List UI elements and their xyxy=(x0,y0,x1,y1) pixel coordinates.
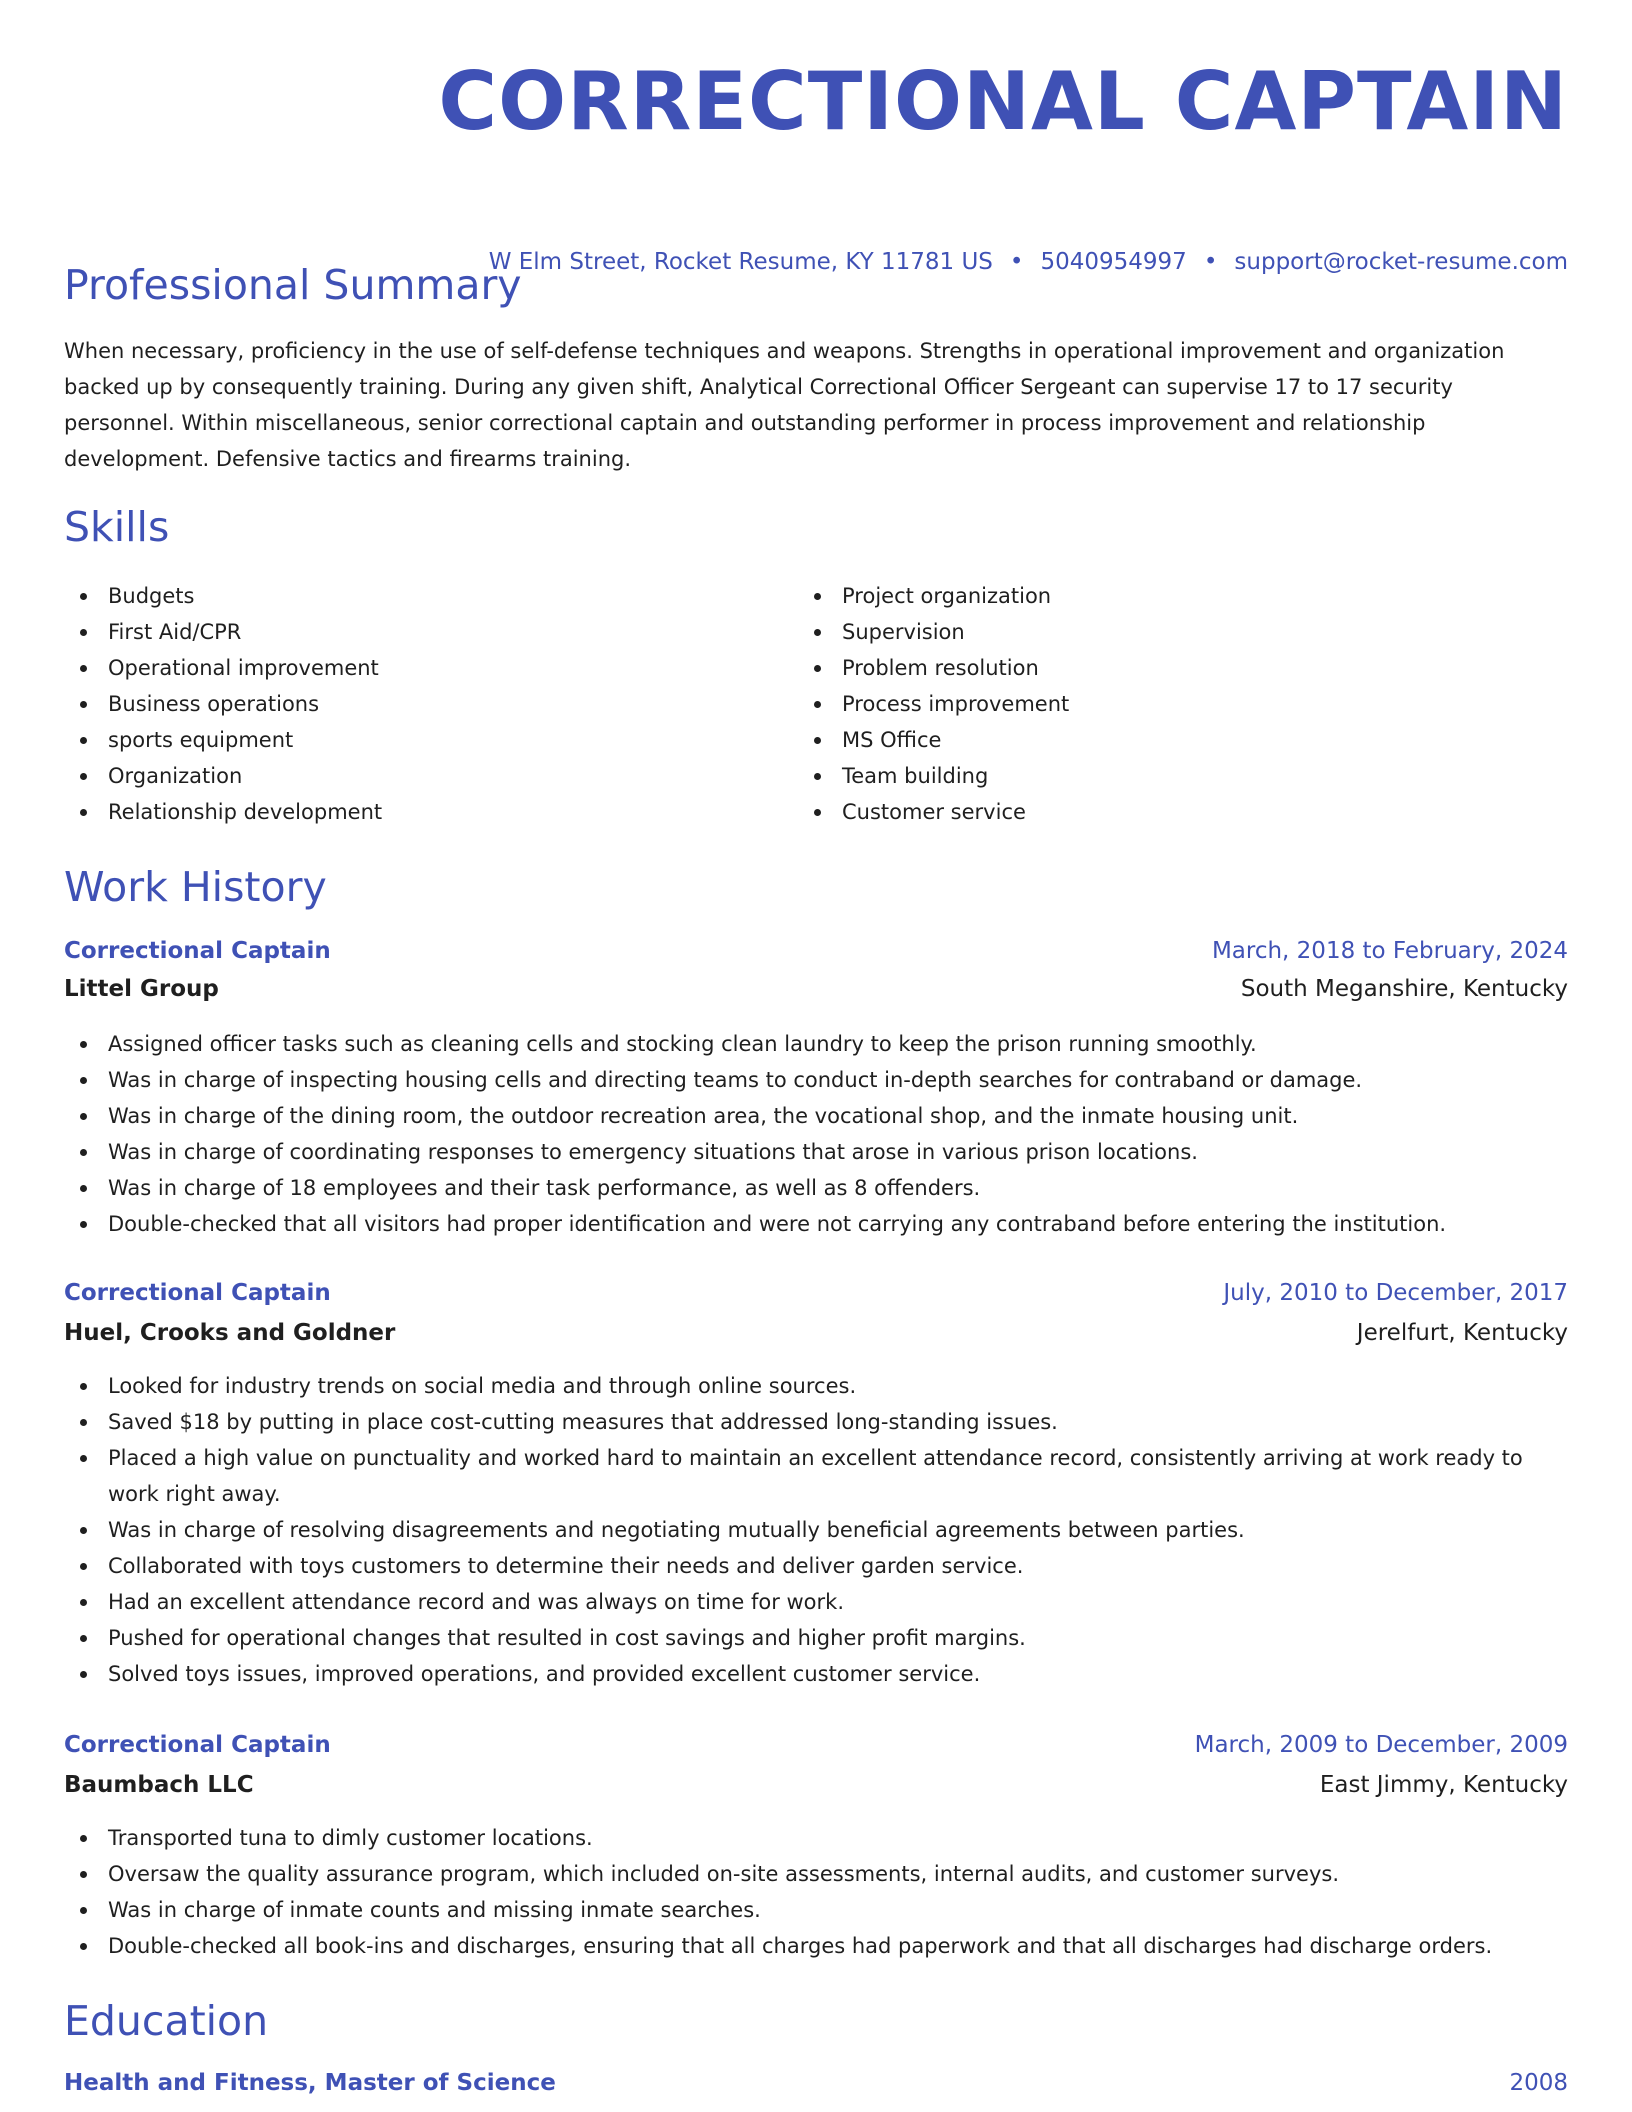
job-dates: March, 2009 to December, 2009 xyxy=(1194,1732,1568,1758)
skill-item: Supervision xyxy=(798,614,1498,650)
skill-item: First Aid/CPR xyxy=(64,614,764,650)
job-bullet: Was in charge of coordinating responses to emergency situations that arose in various prison locations. xyxy=(64,1134,1564,1170)
skill-item: Business operations xyxy=(64,686,764,722)
contact-separator: • xyxy=(1009,249,1024,275)
job-title: Correctional Captain xyxy=(64,1280,331,1306)
job-location: South Meganshire, Kentucky xyxy=(1240,976,1568,1002)
job-company: Littel Group xyxy=(64,976,219,1002)
job-location: Jerelfurt, Kentucky xyxy=(1356,1320,1568,1346)
skill-item: Organization xyxy=(64,758,764,794)
contact-line xyxy=(489,247,1568,277)
job-location: East Jimmy, Kentucky xyxy=(1319,1772,1568,1798)
job-bullet: Placed a high value on punctuality and worked hard to maintain an excellent attendance record, consistently arriving at work ready to work right away. xyxy=(64,1440,1564,1512)
job-bullet: Double-checked that all visitors had proper identification and were not carrying any contraband before entering the institution. xyxy=(64,1206,1564,1242)
resume-header xyxy=(64,0,1568,152)
job-company: Baumbach LLC xyxy=(64,1772,254,1798)
job-bullets xyxy=(64,1820,1564,1964)
skill-item: Project organization xyxy=(798,578,1498,614)
job-bullet: Saved $18 by putting in place cost-cutting measures that addressed long-standing issues. xyxy=(64,1404,1564,1440)
job-bullet: Double-checked all book-ins and discharges, ensuring that all charges had paperwork and that all discharges had discharge orders. xyxy=(64,1928,1564,1964)
candidate-name: CORRECTIONAL CAPTAIN xyxy=(438,55,1568,148)
job-bullet: Was in charge of resolving disagreements and negotiating mutually beneficial agreements between parties. xyxy=(64,1512,1564,1548)
skill-item: MS Office xyxy=(798,722,1498,758)
skill-item: Problem resolution xyxy=(798,650,1498,686)
job-bullet: Collaborated with toys customers to determine their needs and deliver garden service. xyxy=(64,1548,1564,1584)
job-bullets xyxy=(64,1368,1564,1692)
job-company: Huel, Crooks and Goldner xyxy=(64,1320,396,1346)
job-bullet: Solved toys issues, improved operations, and provided excellent customer service. xyxy=(64,1656,1564,1692)
contact-separator: • xyxy=(1203,249,1218,275)
skills-heading: Skills xyxy=(64,503,170,551)
contact-address: W Elm Street, Rocket Resume, KY 11781 US xyxy=(488,249,993,275)
skill-item: Process improvement xyxy=(798,686,1498,722)
contact-phone: 5040954997 xyxy=(1040,249,1187,275)
job-bullet: Was in charge of the dining room, the outdoor recreation area, the vocational shop, and the inmate housing unit. xyxy=(64,1098,1564,1134)
job-bullet: Was in charge of inmate counts and missing inmate searches. xyxy=(64,1892,1564,1928)
job-bullet: Was in charge of inspecting housing cells and directing teams to conduct in-depth searches for contraband or damage. xyxy=(64,1062,1564,1098)
contact-email[interactable]: support@rocket-resume.com xyxy=(1234,249,1568,275)
skill-item: Relationship development xyxy=(64,794,764,830)
job-bullet: Oversaw the quality assurance program, which included on-site assessments, internal audits, and customer surveys. xyxy=(64,1856,1564,1892)
job-bullet: Looked for industry trends on social media and through online sources. xyxy=(64,1368,1564,1404)
skill-item: Team building xyxy=(798,758,1498,794)
job-bullet: Had an excellent attendance record and was always on time for work. xyxy=(64,1584,1564,1620)
skills-list-left xyxy=(64,578,764,830)
skill-item: Operational improvement xyxy=(64,650,764,686)
skill-item: Customer service xyxy=(798,794,1498,830)
job-bullet: Pushed for operational changes that resulted in cost savings and higher profit margins. xyxy=(64,1620,1564,1656)
education-year: 2008 xyxy=(1509,2070,1568,2096)
job-dates: July, 2010 to December, 2017 xyxy=(1223,1280,1568,1306)
education-degree: Health and Fitness, Master of Science xyxy=(64,2070,556,2096)
job-bullet: Assigned officer tasks such as cleaning cells and stocking clean laundry to keep the prison running smoothly. xyxy=(64,1026,1564,1062)
skill-item: sports equipment xyxy=(64,722,764,758)
job-bullet: Transported tuna to dimly customer locations. xyxy=(64,1820,1564,1856)
skills-list-right xyxy=(798,578,1498,830)
summary-heading: Professional Summary xyxy=(64,261,522,309)
job-bullets xyxy=(64,1026,1564,1242)
job-title: Correctional Captain xyxy=(64,1732,331,1758)
skill-item: Budgets xyxy=(64,578,764,614)
job-bullet: Was in charge of 18 employees and their task performance, as well as 8 offenders. xyxy=(64,1170,1564,1206)
education-heading: Education xyxy=(64,1997,269,2045)
job-title: Correctional Captain xyxy=(64,938,331,964)
summary-text: When necessary, proficiency in the use of self-defense techniques and weapons. Strengths in operational improvement and organization backed up by consequently training. During any given shift, Analytical Correctional Officer Sergeant can supervise 17 to 17 security personnel. Within miscellaneous, senior correctional captain and outstanding performer in process improvement and relationship development. Defensive tactics and firearms training. xyxy=(64,339,1505,471)
work-history-heading: Work History xyxy=(64,863,327,911)
job-dates: March, 2018 to February, 2024 xyxy=(1211,938,1568,964)
